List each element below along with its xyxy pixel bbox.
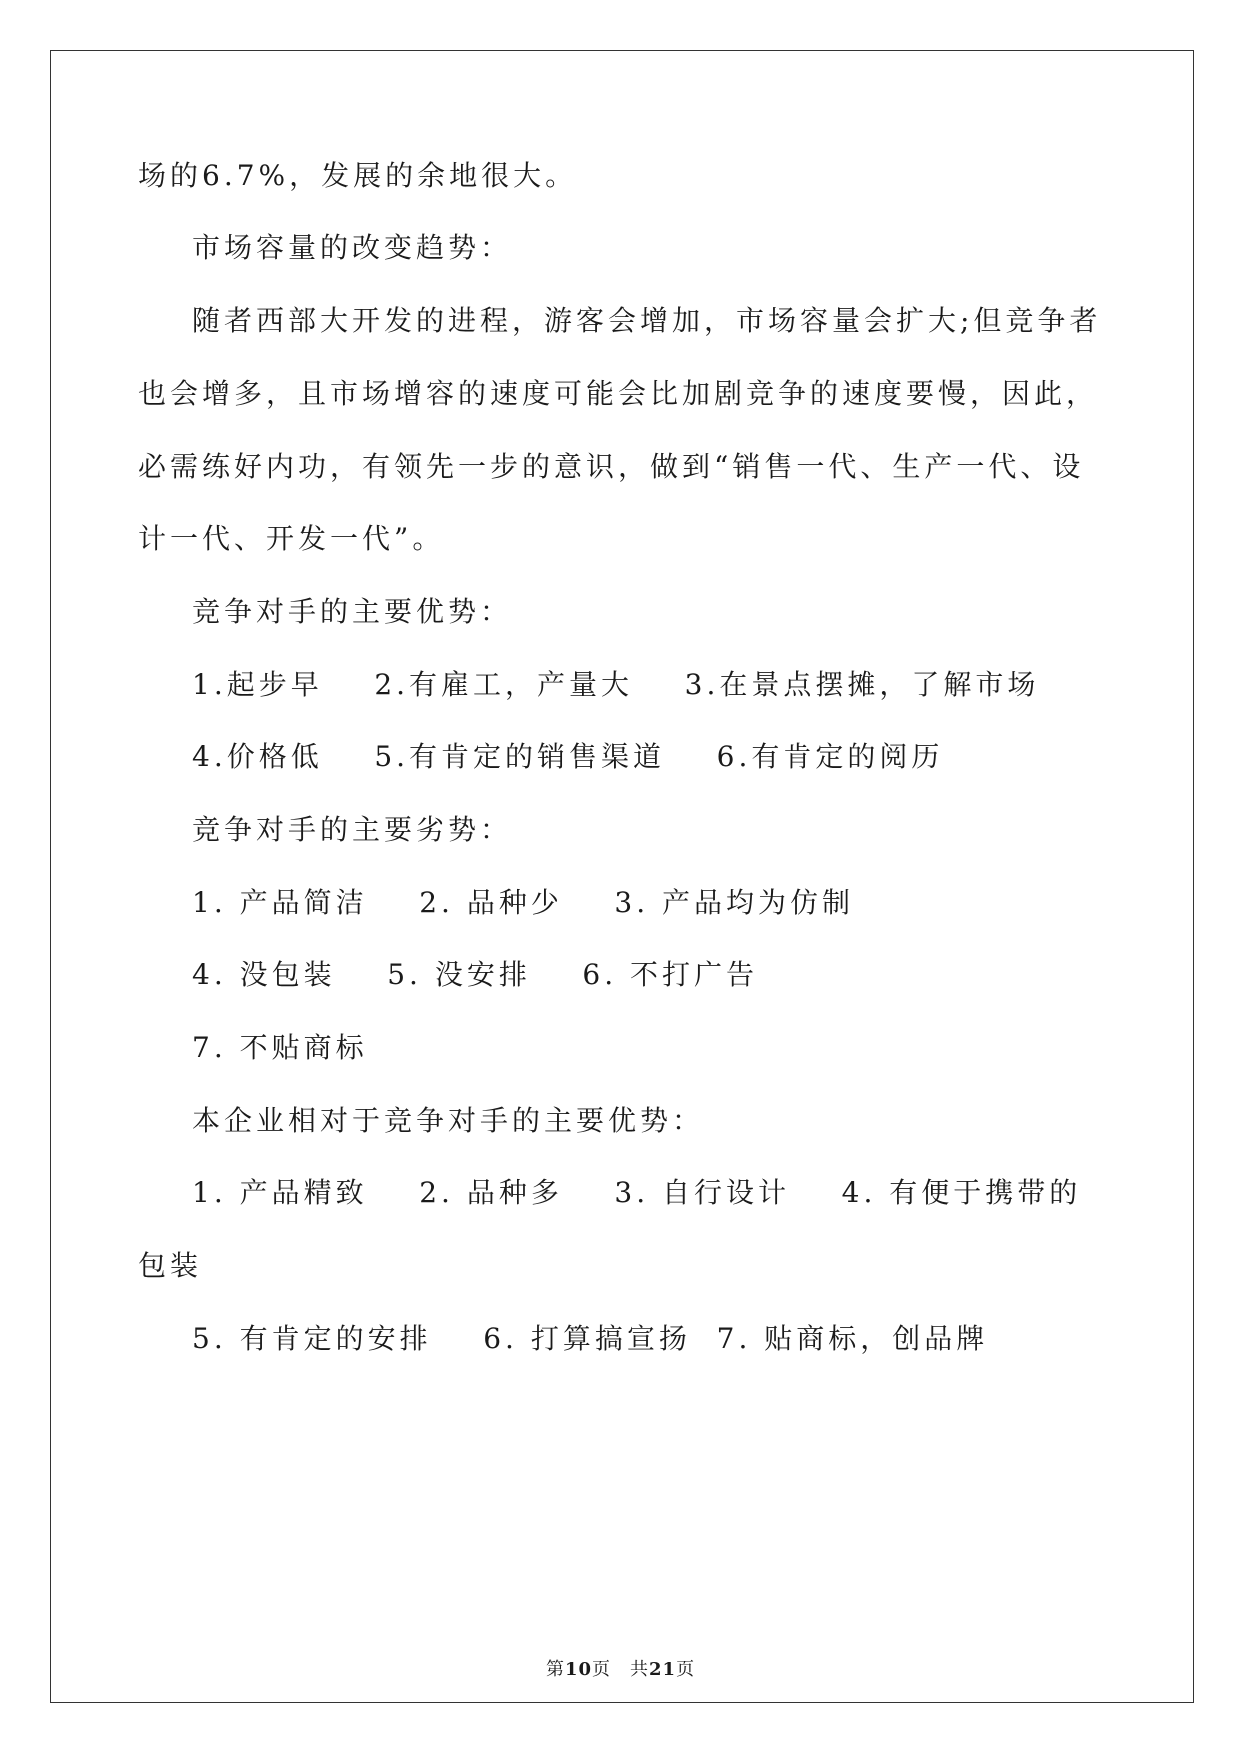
footer-suffix: 页 — [676, 1659, 696, 1680]
text-line: 5. 有肯定的安排 6. 打算搞宣扬 7. 贴商标，创品牌 — [192, 1322, 989, 1355]
text-line: 1.起步早 2.有雇工，产量大 3.在景点摆摊，了解市场 — [192, 668, 1040, 701]
text-line: 随者西部大开发的进程，游客会增加，市场容量会扩大;但竞争者 — [192, 304, 1102, 337]
text-line: 必需练好内功，有领先一步的意识，做到“销售一代、生产一代、设 — [138, 450, 1085, 483]
text-line: 竞争对手的主要劣势： — [192, 813, 513, 846]
text-line: 竞争对手的主要优势： — [192, 595, 513, 628]
text-line: 市场容量的改变趋势： — [192, 231, 513, 264]
page-footer — [0, 1658, 1241, 1682]
text-line: 4. 没包装 5. 没安排 6. 不打广告 — [192, 958, 759, 991]
footer-prefix: 第 — [545, 1659, 565, 1680]
text-line: 包装 — [138, 1249, 203, 1282]
text-line: 7. 不贴商标 — [192, 1031, 368, 1064]
total-page-number: 21 — [649, 1659, 677, 1680]
text-line: 也会增多，且市场增容的速度可能会比加剧竞争的速度要慢，因此， — [138, 377, 1099, 410]
current-page-number: 10 — [564, 1659, 592, 1680]
text-line: 1. 产品简洁 2. 品种少 3. 产品均为仿制 — [192, 886, 855, 919]
text-line: 场的6.7%，发展的余地很大。 — [138, 159, 578, 192]
page-border — [50, 50, 1194, 1703]
text-line: 计一代、开发一代”。 — [138, 522, 445, 555]
text-line: 1. 产品精致 2. 品种多 3. 自行设计 4. 有便于携带的 — [192, 1176, 1082, 1209]
text-line: 本企业相对于竞争对手的主要优势： — [192, 1104, 705, 1137]
text-line: 4.价格低 5.有肯定的销售渠道 6.有肯定的阅历 — [192, 740, 944, 773]
footer-mid: 页 共 — [592, 1659, 649, 1680]
